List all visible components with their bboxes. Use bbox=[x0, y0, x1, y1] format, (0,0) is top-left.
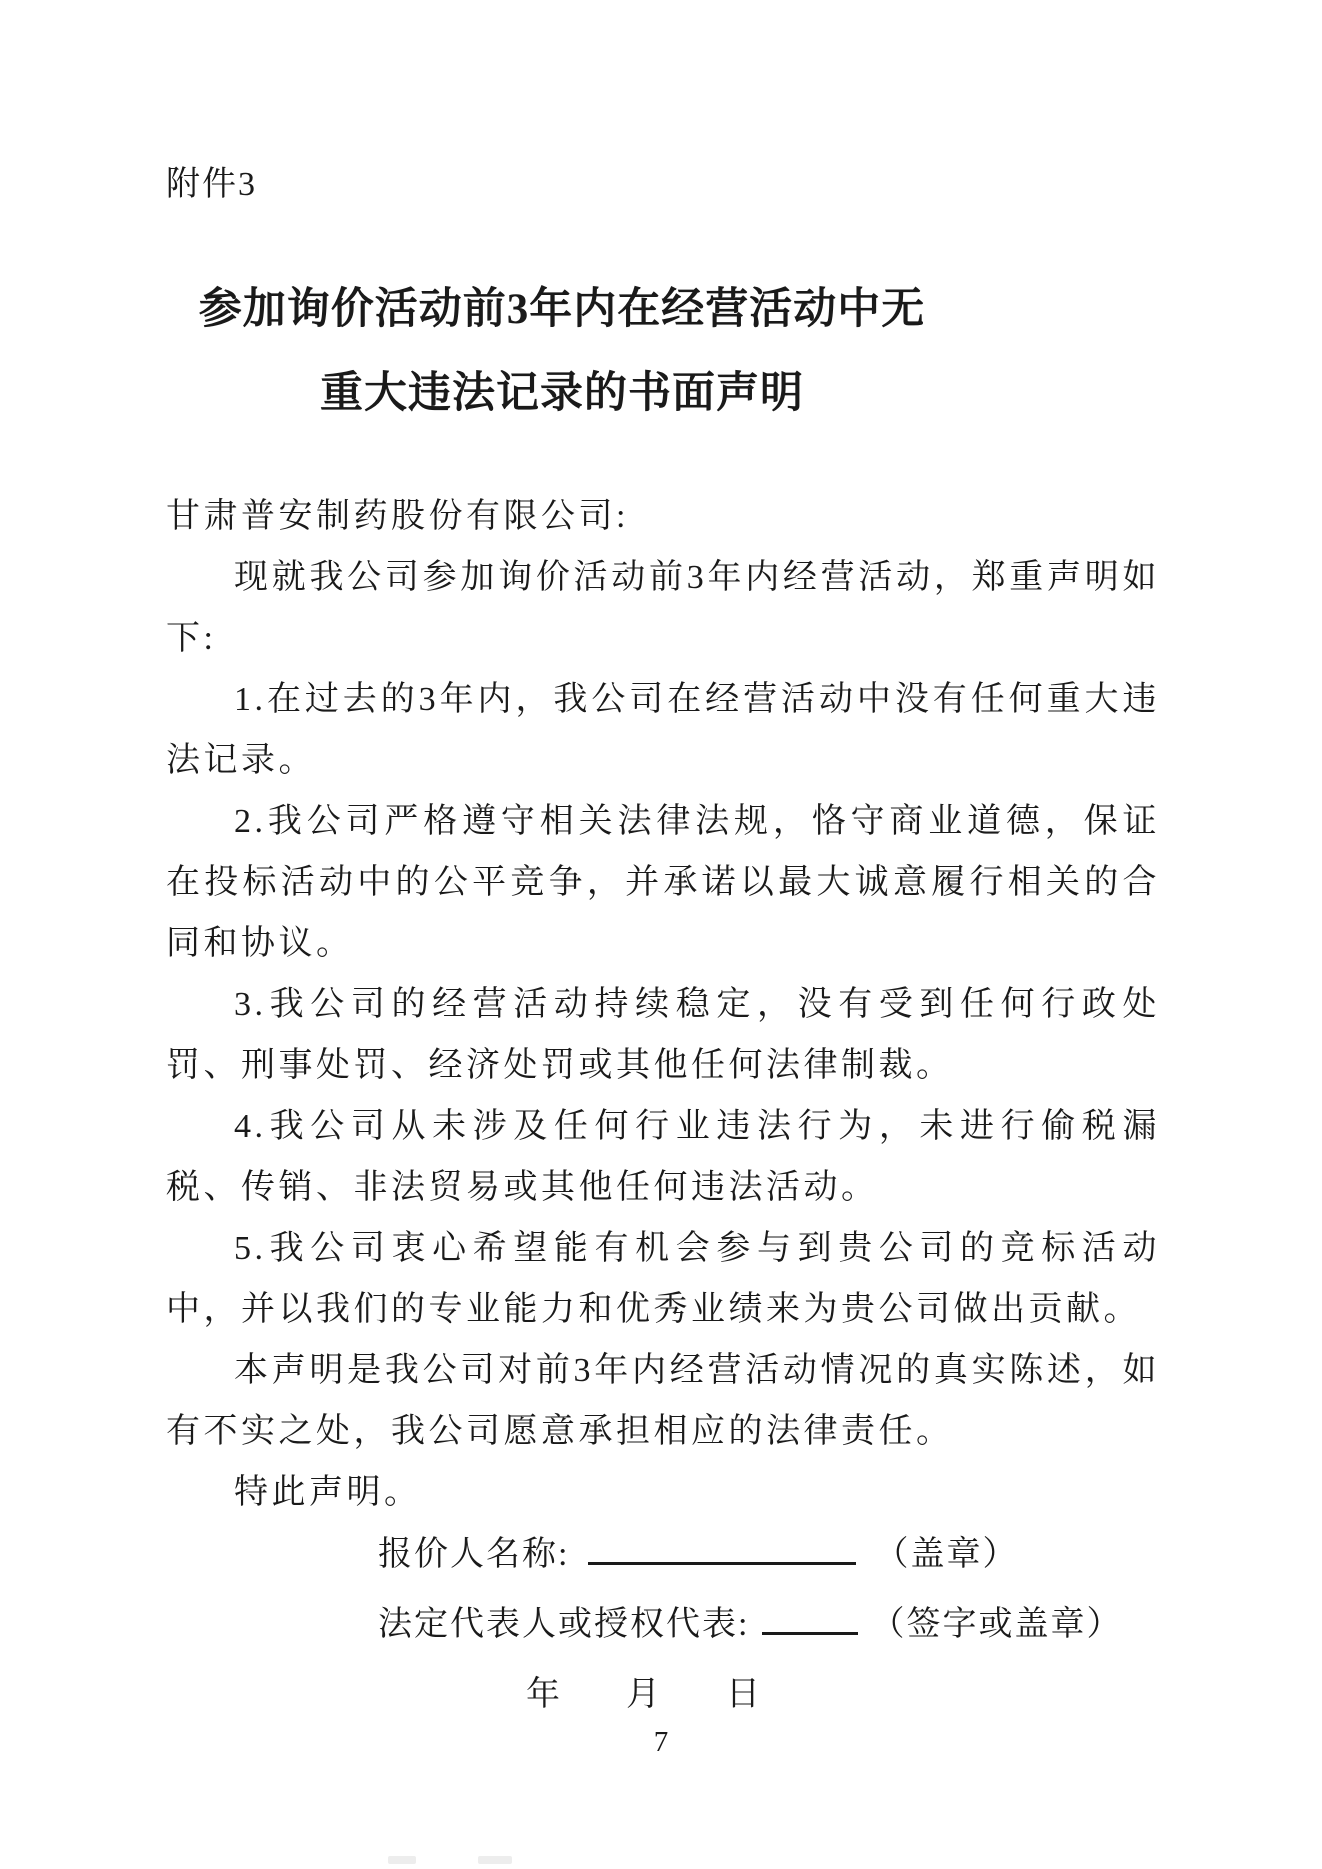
scan-artifact bbox=[388, 1856, 416, 1864]
signature-block bbox=[378, 1520, 1122, 1730]
representative-seal-note: （签字或盖章） bbox=[870, 1606, 1123, 1643]
paragraph-intro: 现就我公司参加询价活动前3年内经营活动，郑重声明如下: bbox=[166, 559, 1160, 657]
paragraph-item-2: 2.我公司严格遵守相关法律法规，恪守商业道德，保证在投标活动中的公平竞争，并承诺以最大诚意履行相关的合同和协议。 bbox=[166, 803, 1160, 962]
representative-line bbox=[378, 1590, 1122, 1660]
paragraph-item-1: 1.在过去的3年内，我公司在经营活动中没有任何重大违法记录。 bbox=[166, 681, 1160, 779]
date-day-label: 日 bbox=[726, 1676, 762, 1713]
page-number: 7 bbox=[653, 1726, 669, 1758]
representative-label: 法定代表人或授权代表: bbox=[378, 1606, 750, 1643]
paragraph-item-3: 3.我公司的经营活动持续稳定，没有受到任何行政处罚、刑事处罚、经济处罚或其他任何法律制裁。 bbox=[166, 986, 1160, 1084]
bidder-name-line bbox=[378, 1520, 1122, 1590]
title-line-1: 参加询价活动前3年内在经营活动中无 bbox=[198, 286, 926, 333]
paragraph-item-5: 5.我公司衷心希望能有机会参与到贵公司的竞标活动中，并以我们的专业能力和优秀业绩来为贵公司做出贡献。 bbox=[166, 1230, 1160, 1328]
salutation: 甘肃普安制药股份有限公司: bbox=[166, 498, 629, 535]
date-month-label: 月 bbox=[626, 1676, 662, 1713]
title-line-2: 重大违法记录的书面声明 bbox=[320, 370, 804, 417]
date-line bbox=[526, 1660, 1122, 1730]
bidder-seal-note: （盖章） bbox=[874, 1536, 1019, 1573]
scan-artifact bbox=[478, 1856, 512, 1864]
document-title bbox=[166, 268, 958, 436]
paragraph-closing-statement: 本声明是我公司对前3年内经营活动情况的真实陈述，如有不实之处，我公司愿意承担相应的法律责任。 bbox=[166, 1352, 1160, 1450]
paragraph-hereby-declare: 特此声明。 bbox=[234, 1474, 422, 1511]
document-body bbox=[166, 486, 1160, 1523]
date-year-label: 年 bbox=[526, 1676, 562, 1713]
bidder-name-label: 报价人名称: bbox=[378, 1536, 570, 1573]
paragraph-item-4: 4.我公司从未涉及任何行业违法行为，未进行偷税漏税、传销、非法贸易或其他任何违法活动。 bbox=[166, 1108, 1160, 1206]
attachment-label: 附件3 bbox=[166, 166, 257, 203]
bidder-name-blank-line bbox=[588, 1532, 856, 1565]
representative-blank-line bbox=[762, 1602, 858, 1635]
